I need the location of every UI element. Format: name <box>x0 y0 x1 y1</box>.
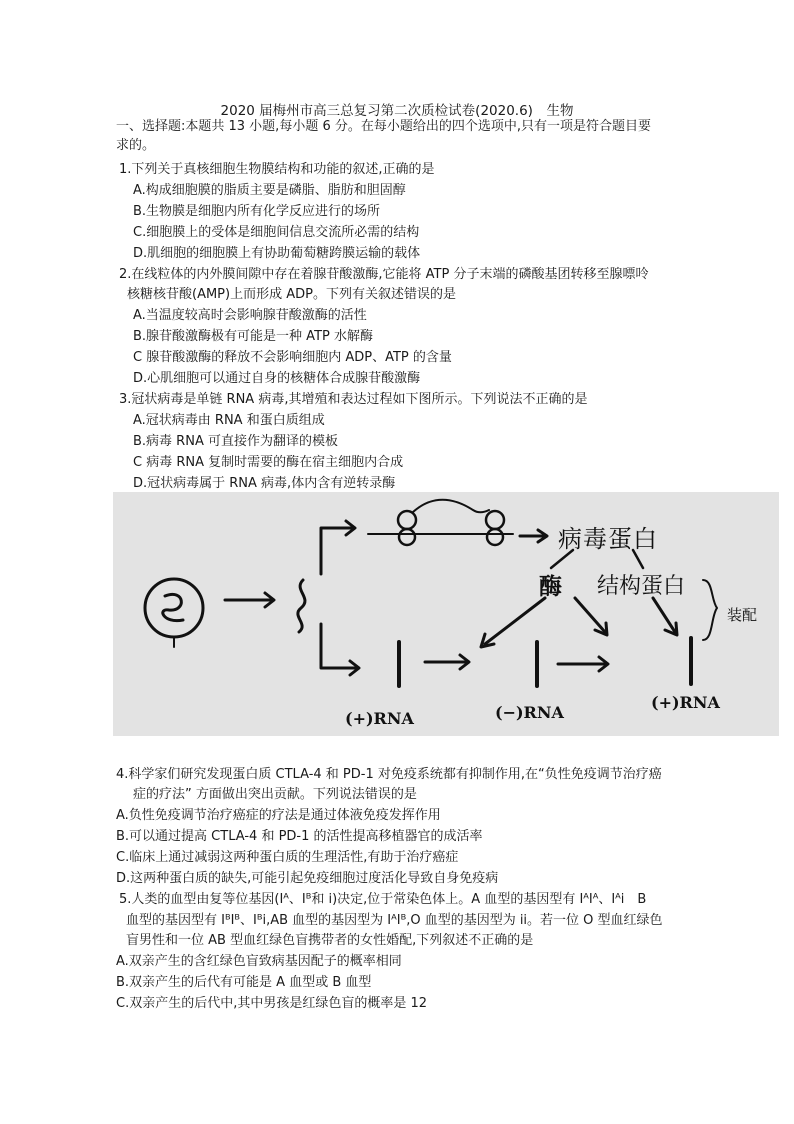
q2-stem: 2.在线粒体的内外膜间隙中存在着腺苷酸激酶,它能将 ATP 分子末端的磷酸基团转移至腺嘌呤 <box>119 267 649 282</box>
label-virus-protein: 病毒蛋白 <box>558 525 658 553</box>
label-assembly: 装配 <box>727 606 758 624</box>
q5-option-c: C.双亲产生的后代中,其中男孩是红绿色盲的概率是 12 <box>116 996 428 1011</box>
section-heading-cont: 求的。 <box>116 138 156 153</box>
q4-option-d: D.这两种蛋白质的缺失,可能引起免疫细胞过度活化导致自身免疫病 <box>116 871 499 886</box>
q2-stem-cont: 核糖核苷酸(AMP)上而形成 ADP。下列有关叙述错误的是 <box>127 287 456 302</box>
q3-option-c: C 病毒 RNA 复制时需要的酶在宿主细胞内合成 <box>133 455 404 470</box>
q3-option-a: A.冠状病毒由 RNA 和蛋白质组成 <box>133 413 325 428</box>
page-title: 2020 届梅州市高三总复习第二次质检试卷(2020.6) 生物 <box>220 103 574 119</box>
label-enzyme: 酶 <box>539 573 562 600</box>
q5-stem: 5.人类的血型由复等位基因(Iᴬ、Iᴮ和 i)决定,位于常染色体上。A 血型的基因型有 IᴬIᴬ、Iᴬi B <box>119 892 647 907</box>
label-plus-rna-1: (+)RNA <box>345 709 414 728</box>
label-structural-protein: 结构蛋白 <box>597 574 686 599</box>
q3-option-d: D.冠状病毒属于 RNA 病毒,体内含有逆转录酶 <box>133 476 396 491</box>
q5-stem-line3: 盲男性和一位 AB 型血红绿色盲携带者的女性婚配,下列叙述不正确的是 <box>126 933 534 948</box>
q4-option-c: C.临床上通过减弱这两种蛋白质的生理活性,有助于治疗癌症 <box>116 850 459 865</box>
section-heading: 一、选择题:本题共 13 小题,每小题 6 分。在每小题给出的四个选项中,只有一项是符合题目要 <box>116 119 651 134</box>
virus-replication-diagram <box>113 492 779 736</box>
q4-option-a: A.负性免疫调节治疗癌症的疗法是通过体液免疫发挥作用 <box>116 808 441 823</box>
q1-option-c: C.细胞膜上的受体是细胞间信息交流所必需的结构 <box>133 225 420 240</box>
q2-option-a: A.当温度较高时会影响腺苷酸激酶的活性 <box>133 308 367 323</box>
q2-option-d: D.心肌细胞可以通过自身的核糖体合成腺苷酸激酶 <box>133 371 421 386</box>
q5-stem-line2: 血型的基因型有 IᴮIᴮ、Iᴮi,AB 血型的基因型为 IᴬIᴮ,O 血型的基因型为 ii。若一位 O 型血红绿色 <box>126 913 663 928</box>
q2-option-b: B.腺苷酸激酶极有可能是一种 ATP 水解酶 <box>133 329 373 344</box>
q5-option-b: B.双亲产生的后代有可能是 A 血型或 B 血型 <box>116 975 372 990</box>
q1-option-d: D.肌细胞的细胞膜上有协助葡萄糖跨膜运输的载体 <box>133 246 421 261</box>
q3-option-b: B.病毒 RNA 可直接作为翻译的模板 <box>133 434 338 449</box>
q4-stem-cont: 症的疗法” 方面做出突出贡献。下列说法错误的是 <box>133 787 417 802</box>
q4-stem: 4.科学家们研究发现蛋白质 CTLA-4 和 PD-1 对免疫系统都有抑制作用,在“负性免疫调节治疗癌 <box>116 767 662 782</box>
label-plus-rna-2: (+)RNA <box>651 693 720 712</box>
q1-option-a: A.构成细胞膜的脂质主要是磷脂、脂肪和胆固醇 <box>133 183 406 198</box>
label-minus-rna: (−)RNA <box>495 703 564 722</box>
q4-option-b: B.可以通过提高 CTLA-4 和 PD-1 的活性提高移植器官的成活率 <box>116 829 483 844</box>
q2-option-c: C 腺苷酸激酶的释放不会影响细胞内 ADP、ATP 的含量 <box>133 350 452 365</box>
q1-option-b: B.生物膜是细胞内所有化学反应进行的场所 <box>133 204 381 219</box>
q3-stem: 3.冠状病毒是单链 RNA 病毒,其增殖和表达过程如下图所示。下列说法不正确的是 <box>119 392 588 407</box>
q1-stem: 1.下列关于真核细胞生物膜结构和功能的叙述,正确的是 <box>119 162 435 177</box>
q5-option-a: A.双亲产生的含红绿色盲致病基因配子的概率相同 <box>116 954 402 969</box>
